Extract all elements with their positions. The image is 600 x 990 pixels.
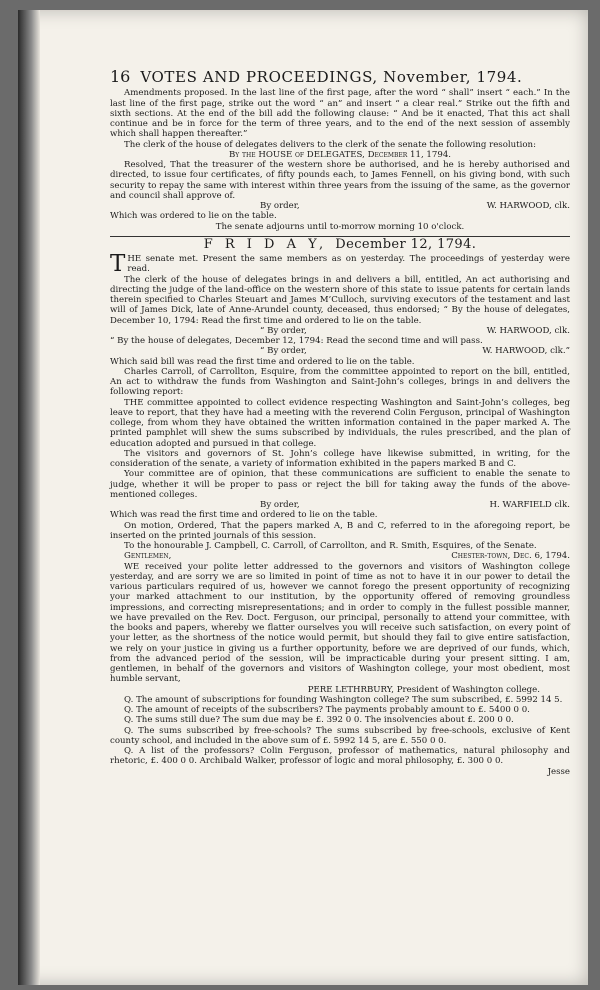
by-order-label: “ By order, — [260, 325, 307, 336]
senate-met-text: HE senate met. Present the same members as on yesterday. The proceedings of yesterday were read. — [127, 254, 570, 275]
by-house-heading: By the HOUSE of DELEGATES, December 11, 1794. — [228, 149, 452, 160]
address-line: To the honourable J. Campbell, C. Carroll, of Carrollton, and R. Smith, Esquires, of the Senate. — [124, 541, 537, 551]
letter-body: WE received your polite letter addressed to the governors and visitors of Washington college yesterday, and are sorry we are so limited in point of time as not to have it in our power to detail the various particulars required of us, however we cannot forego the present opportunity of recognizing your marked attachment to our institution, by the opportunity offered of removing groundless impressions, and correcting misrepresentations; and in order to comply in the fullest possible manner, we have prevailed on the Rev. Doct. Ferguson, our principal, personally to attend your committee, with the books and papers, whereby we flatter ourselves you will receive such satisfaction, on every point of your letter, as the shortness of the notice would permit, but should they fail to give entire satisfaction, we rely on your justice in giving us a further opportunity, before we are deprived of our funds, which, from the advanced period of the session, will be impracticable during your present sitting. I am, gentlemen, in behalf of the governors and visitors of Washington college, your most obedient, most humble servant, — [110, 561, 570, 685]
salutation: Gentlemen, — [124, 551, 172, 562]
clerk-signature: W. HARWOOD, clk. — [486, 201, 570, 211]
day-title: F R I D A Y, — [203, 236, 328, 252]
signature-row-4 — [110, 500, 570, 510]
signature-row-2 — [110, 326, 570, 336]
clerk-delivers-paragraph: The clerk of the house of delegates delivers to the clerk of the senate the following resolution: — [124, 139, 536, 150]
clerk-signature: W. HARWOOD, clk.” — [482, 346, 570, 357]
question-3: Q. The sums still due? The sum due may be £. 392 0 0. The insolvencies about £. 200 0 0. — [124, 715, 514, 726]
running-header — [110, 67, 570, 86]
second-reading-line: “ By the house of delegates, December 12, 1794: Read the second time and will pass. — [110, 336, 483, 346]
question-2: Q. The amount of receipts of the subscribers? The payments probably amount to £. 5400 0 0. — [124, 705, 530, 715]
day-heading — [110, 236, 570, 252]
day-date: December 12, 1794. — [335, 236, 477, 252]
ordered-line: Which was ordered to lie on the table. — [110, 211, 277, 222]
senate-met-paragraph — [110, 251, 570, 277]
signature-row-1 — [110, 201, 570, 211]
clerk-bill-paragraph: The clerk of the house of delegates brings in and delivers a bill, entitled, An act authorising and directing the judge of the land-office on the western shore of this state to issue patents for certain lands therein specified to Charles Steuart and James M’Culloch, surviving executors of the testament and last will of James Dick, late of Anne-Arundel county, deceased, thus endorsed; “ By the house of delegates, December 10, 1794: Read the first time and ordered to lie on the table. — [110, 274, 570, 326]
amendments-paragraph: Amendments proposed. In the last line of the first page, after the word “ shall” insert “ each.” In the last line of the first page, strike out the word “ an” and insert “ a clear real.” Strike out the fifth and sixth sections. At the end of the bill add the following clause: “ And be it enacted, That this act shall continue and be in force for the term of three years, and to the end of the next session of assembly which shall happen thereafter.” — [110, 88, 570, 140]
clerk-signature: W. HARWOOD, clk. — [486, 325, 570, 336]
clerk-signature: H. WARFIELD clk. — [489, 500, 570, 510]
question-1: Q. The amount of subscriptions for founding Washington college? The sum subscribed, £. 5992 14 5. — [124, 694, 563, 705]
page-gutter-shadow — [18, 10, 40, 985]
page-content — [110, 67, 570, 777]
drop-cap: T — [110, 251, 126, 277]
scanned-page — [18, 10, 588, 985]
committee-paragraph: THE committee appointed to collect evidence respecting Washington and Saint-John’s colleges, beg leave to report, that they have had a meeting with the reverend Colin Ferguson, principal of Washington college, from whom they have obtained the written information contained in the paper marked A. The printed pamphlet will shew the sums subscribed by individuals, the rules prescribed, and the plan of education adopted and pursued in that college. — [110, 397, 570, 449]
question-5: Q. A list of the professors? Colin Ferguson, professor of mathematics, natural philosophy and rhetoric, £. 400 0 0. Archibald Walker, professor of logic and moral philosophy, £. 300 0 0. — [110, 746, 570, 767]
adjourns-line: The senate adjourns until to-morrow morning 10 o'clock. — [215, 221, 465, 232]
read-first-line: Which was read the first time and ordered to lie on the table. — [110, 510, 378, 521]
salutation-row — [110, 551, 570, 561]
on-motion-paragraph: On motion, Ordered, That the papers marked A, B and C, referred to in the aforegoing report, be inserted on the printed journals of this session. — [110, 520, 570, 541]
letter-place-date: Chester-town, Dec. 6, 1794. — [451, 551, 570, 562]
opinion-paragraph: Your committee are of opinion, that these communications are sufficient to enable the senate to judge, whether it will be proper to pass or reject the bill for taking away the funds of the above-mentioned colleges. — [110, 469, 570, 500]
resolved-paragraph: Resolved, That the treasurer of the western shore be authorised, and he is hereby authorised and directed, to issue four certificates, of fifty pounds each, to James Fennell, on his giving bond, with such security to repay the same with interest within three years from the issuing of the same, as the governor and council shall approve of. — [110, 160, 570, 201]
by-order-label: By order, — [260, 201, 300, 211]
page-title: VOTES AND PROCEEDINGS, November, 1794. — [140, 68, 523, 86]
catchword: Jesse — [547, 766, 570, 777]
question-4: Q. The sums subscribed by free-schools? The sums subscribed by free-schools, exclusive of Kent county school, and included in the above sum of £. 5992 14 5, are £. 550 0 0. — [110, 725, 570, 746]
carroll-paragraph: Charles Carroll, of Carrollton, Esquire, from the committee appointed to report on the bill, entitled, An act to withdraw the funds from Washington and Saint-John’s colleges, brings in and delivers the following report: — [110, 366, 570, 398]
letter-signature: PERE LETHRBURY, President of Washington college. — [307, 684, 540, 695]
page-number: 16 — [110, 67, 131, 86]
signature-row-3 — [110, 346, 570, 356]
first-time-line: Which said bill was read the first time and ordered to lie on the table. — [110, 356, 415, 367]
by-order-label: By order, — [260, 500, 300, 510]
by-order-label: “ By order, — [260, 346, 307, 357]
visitors-paragraph: The visitors and governors of St. John’s college have likewise submitted, in writing, for the consideration of the senate, a variety of information exhibited in the papers marked B and C. — [110, 448, 570, 469]
